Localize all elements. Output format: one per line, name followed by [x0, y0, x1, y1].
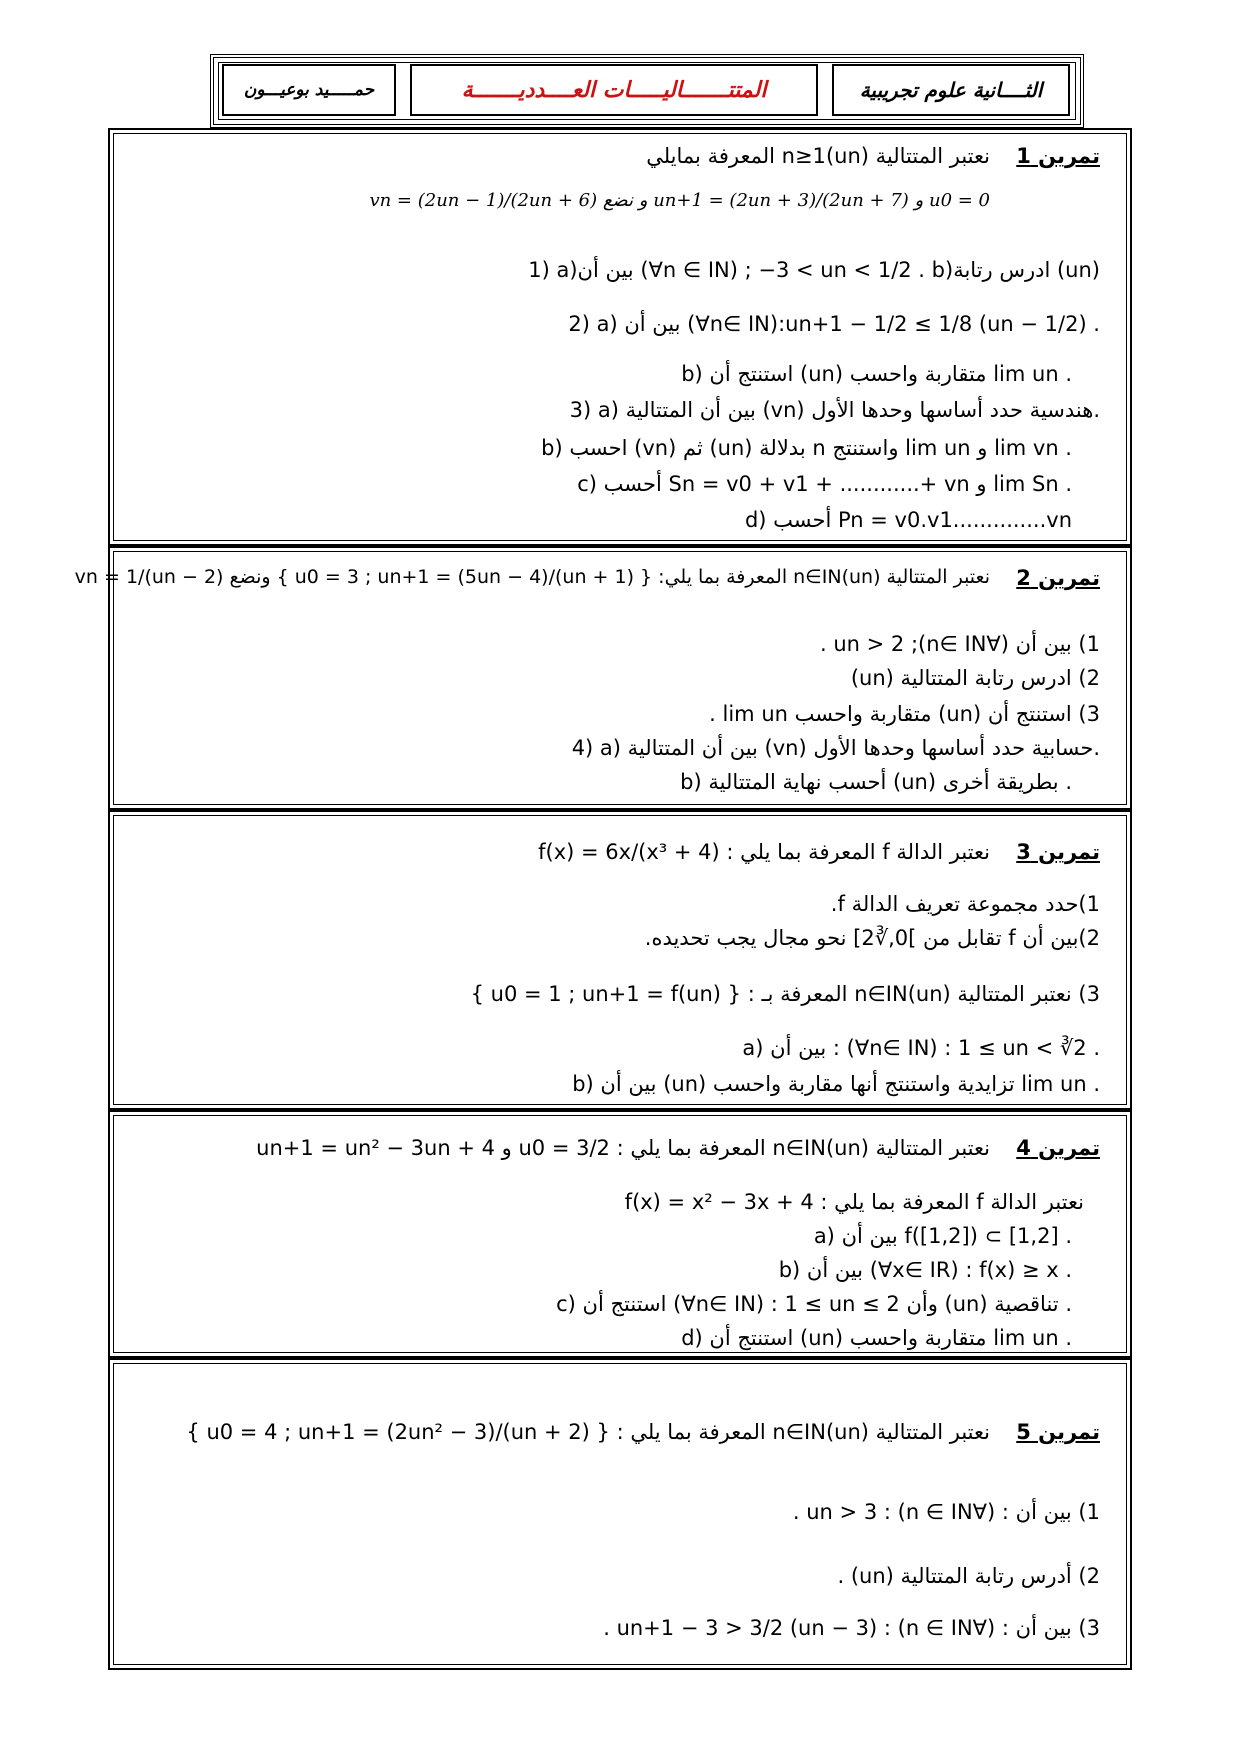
exercise-3-intro: نعتبر الدالة f المعرفة بما يلي : f(x) = 6x/(x³ + 4) [538, 840, 990, 864]
exercise-4-function: نعتبر الدالة f المعرفة بما يلي : f(x) = x² − 3x + 4 [624, 1190, 1084, 1214]
exercise-1-q3c: c) أحسب Sn = v0 + v1 + ............+ vn و lim Sn . [577, 472, 1072, 496]
page-title: المتتـــــــاليـــــات العــــدديـــــــة [410, 64, 818, 116]
exercise-3-q3a: a) بين أن : (∀n∈ IN) : 1 ≤ un < ∛2 . [742, 1036, 1100, 1060]
exercise-3-title: تمرين 3 [1016, 840, 1100, 864]
exercise-4 [108, 1110, 1132, 1358]
exercise-5-intro: نعتبر المتتالية (un)n∈IN المعرفة بما يلي : { u0 = 4 ; un+1 = (2un² − 3)/(un + 2) } [186, 1420, 990, 1444]
class-level: الثــــانية علوم تجريبية [832, 64, 1070, 116]
exercise-1 [108, 128, 1132, 546]
exercise-5-q2: 2) أدرس رتابة المتتالية (un) . [837, 1564, 1100, 1588]
exercise-5-q1: 1) بين أن : (∀n ∈ IN) : un > 3 . [792, 1500, 1100, 1524]
exercise-2-title: تمرين 2 [1016, 566, 1100, 590]
exercise-2-q3: 3) استنتج أن (un) متقاربة واحسب lim un . [709, 702, 1100, 726]
exercise-4-intro: نعتبر المتتالية (un)n∈IN المعرفة بما يلي : u0 = 3/2 و un+1 = un² − 3un + 4 [256, 1136, 990, 1160]
exercise-5-title: تمرين 5 [1016, 1420, 1100, 1444]
exercise-3-q1: 1)حدد مجموعة تعريف الدالة f. [830, 892, 1100, 916]
exercise-1-q2b: b) استنتج أن (un) متقاربة واحسب lim un . [681, 362, 1072, 386]
header-box [210, 54, 1084, 128]
exercise-5-q3: 3) بين أن : (∀n ∈ IN) : un+1 − 3 > 3/2 (un − 3) . [603, 1616, 1100, 1640]
exercise-2-intro: نعتبر المتتالية (un)n∈IN المعرفة بما يلي: { u0 = 3 ; un+1 = (5un − 4)/(un + 1) } ونضع vn = 1/(un − 2) [74, 566, 990, 588]
exercise-1-q1: 1) a)بين أن (∀n ∈ IN) ; −3 < un < 1/2 . b)ادرس رتابة (un) [528, 258, 1100, 282]
exercise-1-q3b: b) احسب (vn) ثم (un) بدلالة n واستنتج lim un و lim vn . [541, 436, 1072, 460]
exercise-2-q2: 2) ادرس رتابة المتتالية (un) [850, 666, 1100, 690]
exercise-1-intro: نعتبر المتتالية (un)n≥1 المعرفة بمايلي [646, 144, 990, 168]
exercise-4-qb: b) بين أن (∀x∈ IR) : f(x) ≥ x . [778, 1258, 1072, 1282]
exercise-2-q4b: b) أحسب نهاية المتتالية (un) بطريقة أخرى . [680, 770, 1072, 794]
exercise-1-q3d: d) أحسب Pn = v0.v1..............vn [744, 508, 1072, 532]
exercise-5 [108, 1358, 1132, 1670]
exercise-1-q2a: 2) a) بين أن (∀n∈ IN):un+1 − 1/2 ≤ 1/8 (un − 1/2) . [568, 312, 1100, 336]
exercise-1-title: تمرين 1 [1016, 144, 1100, 168]
exercise-4-title: تمرين 4 [1016, 1136, 1100, 1160]
author-name: حمـــــيد بوعيـــون [222, 64, 396, 116]
exercise-2 [74, 546, 1132, 810]
exercise-1-q3a: 3) a) بين أن المتتالية (vn) هندسية حدد أساسها وحدها الأول. [569, 398, 1100, 422]
exercise-1-definitions: vn = (2un − 1)/(2un + 6) و نضع un+1 = (2un + 3)/(2un + 7) و u0 = 0 [369, 190, 990, 211]
exercise-4-qa: a) بين أن f([1,2]) ⊂ [1,2] . [813, 1224, 1072, 1248]
exercise-3 [108, 810, 1132, 1110]
exercise-2-q4a: 4) a) بين أن المتتالية (vn) حسابية حدد أساسها وحدها الأول. [571, 736, 1100, 760]
exercise-3-q3b: b) بين أن (un) تزايدية واستنتج أنها مقاربة واحسب lim un . [572, 1072, 1100, 1096]
exercise-3-q3: 3) نعتبر المتتالية (un)n∈IN المعرفة بـ : { u0 = 1 ; un+1 = f(un) } [470, 982, 1100, 1006]
exercise-4-qd: d) استنتج أن (un) متقاربة واحسب lim un . [681, 1326, 1072, 1350]
exercise-3-q2: 2)بين أن f تقابل من ]0,∛2] نحو مجال يجب تحديده. [644, 926, 1100, 950]
exercise-2-q1: 1) بين أن (∀n∈ IN); un > 2 . [819, 632, 1100, 656]
exercise-4-qc: c) استنتج أن (∀n∈ IN) : 1 ≤ un ≤ 2 وأن (un) تناقصية . [556, 1292, 1072, 1316]
